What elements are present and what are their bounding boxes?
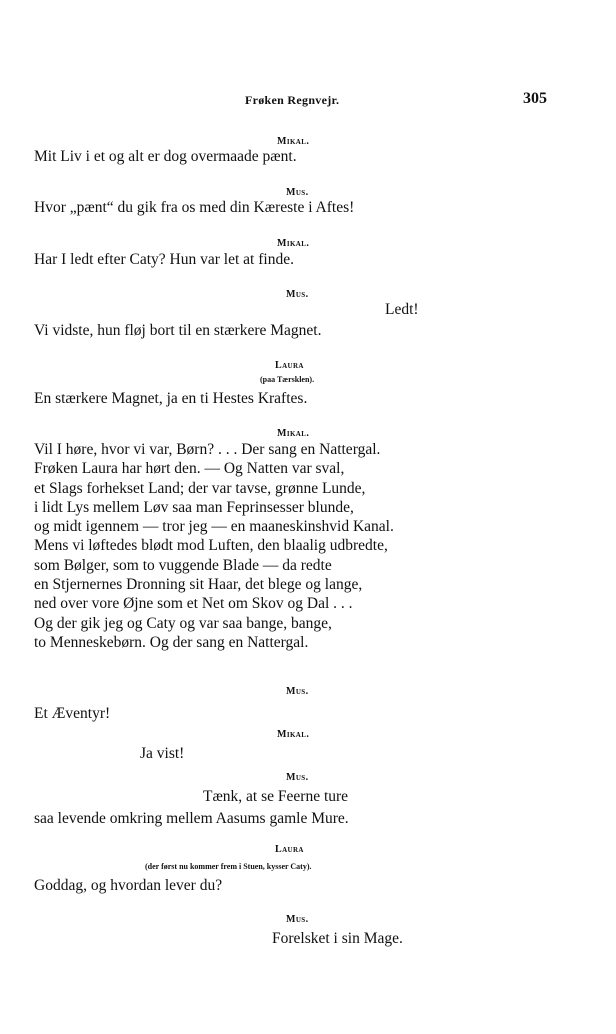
- dialogue-line: Forelsket i sin Mage.: [272, 930, 403, 947]
- speaker-name: Mus.: [286, 914, 309, 925]
- verse-line: en Stjernernes Dronning sit Haar, det blege og lange,: [34, 576, 363, 594]
- stage-direction: (paa Tærsklen).: [260, 375, 315, 384]
- verse-line: Og der gik jeg og Caty og var saa bange, bange,: [34, 614, 332, 632]
- speaker-name: Mus.: [286, 187, 309, 198]
- dialogue-line: Hvor „pænt“ du gik fra os med din Kæreste i Aftes!: [34, 199, 355, 216]
- running-header: Frøken Regnvejr.: [245, 93, 340, 107]
- verse-line: Mens vi løftedes blødt mod Luften, den blaalig udbredte,: [34, 537, 388, 555]
- speaker-name: Laura: [275, 844, 304, 855]
- dialogue-line: Mit Liv i et og alt er dog overmaade pænt.: [34, 148, 297, 165]
- dialogue-line: En stærkere Magnet, ja en ti Hestes Kraftes.: [34, 390, 308, 407]
- verse-line: Vil I høre, hvor vi var, Børn? . . . Der sang en Nattergal.: [34, 441, 381, 458]
- dialogue-line: Har I ledt efter Caty? Hun var let at finde.: [34, 251, 294, 268]
- speaker-name: Mus.: [286, 289, 309, 300]
- speaker-name: Laura: [275, 360, 304, 371]
- stage-direction: (der først nu kommer frem i Stuen, kysser Caty).: [145, 862, 312, 871]
- speaker-name: Mikal.: [277, 136, 310, 147]
- speaker-name: Mus.: [286, 772, 309, 783]
- dialogue-line: saa levende omkring mellem Aasums gamle Mure.: [34, 810, 349, 827]
- verse-block: [34, 440, 394, 652]
- speaker-name: Mikal.: [277, 428, 310, 439]
- verse-line: og midt igennem — tror jeg — en maaneskinshvid Kanal.: [34, 518, 394, 536]
- dialogue-line: Ja vist!: [140, 745, 185, 762]
- dialogue-line: Et Æventyr!: [34, 705, 111, 722]
- speaker-name: Mus.: [286, 686, 309, 697]
- speaker-name: Mikal.: [277, 729, 310, 740]
- verse-line: to Menneskebørn. Og der sang en Nattergal.: [34, 633, 309, 651]
- speaker-name: Mikal.: [277, 238, 310, 249]
- verse-line: i lidt Lys mellem Løv saa man Feprinsesser blunde,: [34, 498, 354, 516]
- verse-line: Frøken Laura har hørt den. — Og Natten var sval,: [34, 460, 345, 478]
- dialogue-line: Ledt!: [385, 301, 419, 318]
- dialogue-line: Goddag, og hvordan lever du?: [34, 877, 223, 894]
- page-number: 305: [523, 90, 547, 107]
- verse-line: som Bølger, som to vuggende Blade — da redte: [34, 556, 332, 574]
- verse-line: ned over vore Øjne som et Net om Skov og Dal . . .: [34, 595, 353, 613]
- dialogue-line: Tænk, at se Feerne ture: [203, 788, 349, 805]
- dialogue-line: Vi vidste, hun fløj bort til en stærkere Magnet.: [34, 322, 322, 339]
- verse-line: et Slags forhekset Land; der var tavse, grønne Lunde,: [34, 479, 366, 497]
